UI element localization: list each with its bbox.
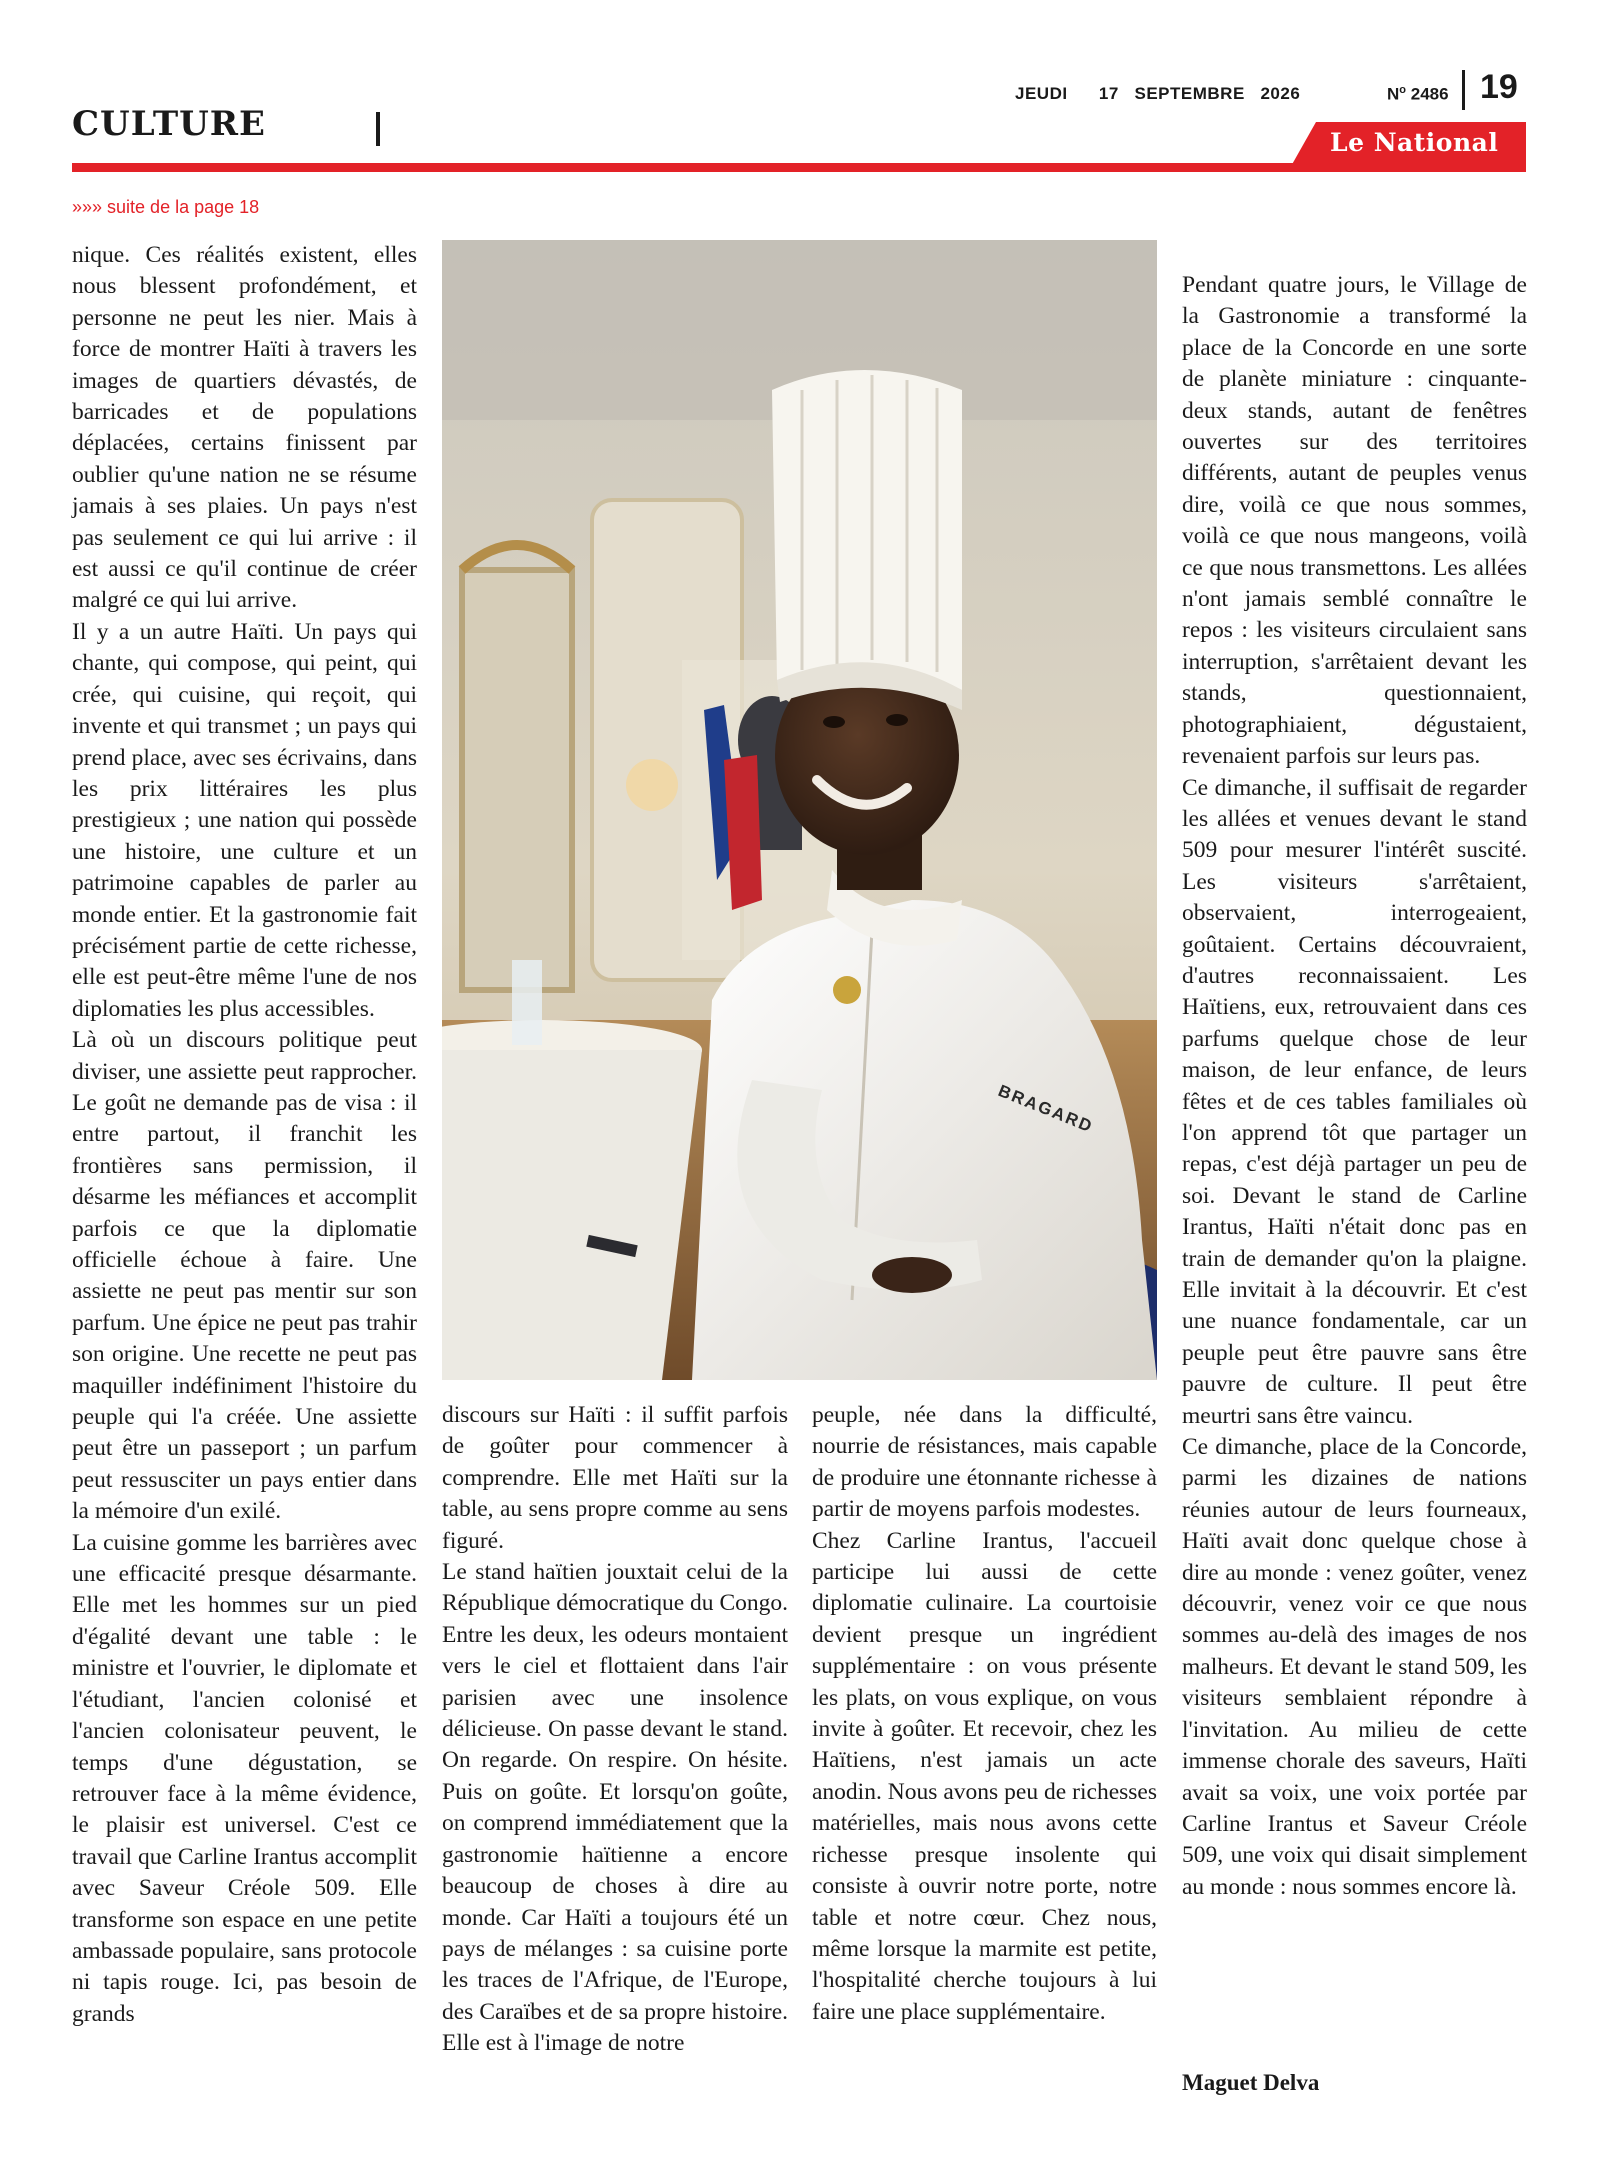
issue-date: JEUDI 17 SEPTEMBRE 2026 [1015,84,1301,103]
paragraph: discours sur Haïti : il suffit parfois de goûter pour commencer à comprendre. Elle met Haïti sur la table, au sens propre comme au sens figuré. [442,1402,788,1554]
article-column-2 [442,1400,788,2100]
chef-portrait-illustration [442,240,1157,1380]
paragraph: Ce dimanche, place de la Concorde, parmi les dizaines de nations réunies autour de leurs fourneaux, Haïti avait donc quelque chose à dire au monde : venez goûter, venez découvrir, venez voir ce que nous sommes au-delà des images de nos malheurs. Et devant le stand 509, les visiteurs semblaient répondre à l'invitation. Au milieu de cette immense chorale des saveurs, Haïti avait sa voix, une voix portée par Carline Irantus et Saveur Créole 509, une voix qui disait simplement au monde : nous sommes encore là. [1182,1434,1527,1900]
issue-number-value: 2486 [1406,84,1449,104]
issue-number [1387,84,1449,105]
paragraph: La cuisine gomme les barrières avec une efficacité presque désarmante. Elle met les hommes sur un pied d'égalité devant une table : le ministre et l'ouvrier, le diplomate et l'étudiant, l'ancien colonisé et l'ancien colonisateur peuvent, le temps d'une dégustation, se retrouver face à la même évidence, le plaisir est universel. C'est ce travail que Carline Irantus accomplit avec Saveur Créole 509. Elle transforme son espace en une petite ambassade populaire, sans protocole ni tapis rouge. Ici, pas besoin de grands [72,1529,417,2027]
section-divider [376,112,380,146]
issue-number-sup: o [1399,84,1407,96]
issue-number-prefix: N [1387,84,1400,104]
author-byline: Maguet Delva [1182,2070,1320,2095]
section-title: CULTURE [72,104,266,144]
paragraph: Il y a un autre Haïti. Un pays qui chante, qui compose, qui peint, qui crée, qui cuisine, qui reçoit, qui invente et qui transmet ; un pays qui prend place, avec ses écrivains, dans les prix littéraires les plus prestigieux ; une nation qui possède une histoire, une culture et un patrimoine capables de parler au monde entier. Et la gastronomie fait précisément partie de cette richesse, elle est peut-être même l'une de nos diplomaties les plus accessibles. [72,618,417,1022]
paragraph: Ce dimanche, il suffisait de regarder les allées et venues devant le stand 509 pour mesurer l'intérêt suscité. Les visiteurs s'arrêtaient, observaient, interrogeaient, goûtaient. Certains découvraient, d'autres reconnaissaient. Les Haïtiens, eux, retrouvaient dans ces parfums quelque chose de leur maison, de leur enfance, de leurs fêtes et de ces tables familiales où l'on apprend tôt que partager un repas, c'est déjà partager un peu de soi. Devant le stand de Carline Irantus, Haïti n'était donc pas en train de demander qu'on la plaigne. Elle invitait à la découvrir. Et c'est une nuance fondamentale, car un peuple peut être pauvre sans être pauvre de culture. Il peut être meurtri sans être vaincu. [1182,774,1527,1429]
chef-photo [442,240,1157,1380]
article-column-1 [72,240,417,2120]
article-column-3 [812,1400,1157,2100]
paragraph: Pendant quatre jours, le Village de la Gastronomie a transformé la place de la Concorde en une sorte de planète miniature : cinquante-deux stands, autant de fenêtres ouvertes sur des territoires différents, autant de peuples venus dire, voilà ce que nous sommes, voilà ce que nous mangeons, voilà ce que nous transmettons. Les allées n'ont jamais semblé connaître le repos : les visiteurs circulaient sans interruption, s'arrêtaient devant les stands, questionnaient, photographiaient, dégustaient, revenaient parfois sur leurs pas. [1182,272,1527,770]
paragraph: Là où un discours politique peut diviser, une assiette peut rapprocher. Le goût ne demande pas de visa : il entre partout, il franchit les frontières sans permission, il désarme les méfiances et accomplit parfois ce que la diplomatie officielle échoue à faire. Une assiette ne peut pas mentir sur son parfum. Une épice ne peut pas trahir son origine. Une recette ne peut pas maquiller indéfiniment l'histoire du peuple qui l'a créée. Une assiette peut être un passeport ; un parfum peut ressusciter un pays entier dans la mémoire d'un exilé. [72,1027,417,1525]
paragraph: peuple, née dans la difficulté, nourrie de résistances, mais capable de produire une étonnante richesse à partir de moyens parfois modestes. [812,1402,1157,1523]
page-number: 19 [1480,68,1518,106]
jacket-logo-text: BRAGARD [995,1081,1097,1137]
header-red-rule [72,163,1526,172]
continued-from-link[interactable]: »»» suite de la page 18 [72,197,260,217]
page-number-divider [1462,70,1465,110]
paragraph: Chez Carline Irantus, l'accueil participe lui aussi de cette diplomatie culinaire. La courtoisie devient presque un ingrédient supplémentaire : on vous présente les plats, on vous explique, on vous invite à goûter. Et recevoir, chez les Haïtiens, n'est jamais un acte anodin. Nous avons peu de richesses matérielles, mais nous avons cette richesse presque insolente qui consiste à ouvrir notre porte, notre table et notre cœur. Chez nous, même lorsque la marmite est petite, l'hospitalité cherche toujours à lui faire une place supplémentaire. [812,1527,1157,2025]
article-column-4 [1182,270,1527,2030]
brand-name: Le National [1330,128,1499,157]
paragraph: Le stand haïtien jouxtait celui de la République démocratique du Congo. Entre les deux, les odeurs montaient vers le ciel et flottaient dans l'air parisien avec une insolence délicieuse. On passe devant le stand. On regarde. On respire. On hésite. Puis on goûte. Et lorsqu'on goûte, on comprend immédiatement que la gastronomie haïtienne a encore beaucoup de choses à dire au monde. Car Haïti a toujours été un pays de mélanges : sa cuisine porte les traces de l'Afrique, de l'Europe, des Caraïbes et de sa propre histoire. Elle est à l'image de notre [442,1559,788,2057]
paragraph: nique. Ces réalités existent, elles nous blessent profondément, et personne ne peut les nier. Mais à force de montrer Haïti à travers les images de quartiers dévastés, de barricades et de populations déplacées, certains finissent par oublier qu'une nation ne se résume jamais à ses plaies. Un pays n'est pas seulement ce qui lui arrive : il est aussi ce qu'il continue de créer malgré ce qui lui arrive. [72,242,417,614]
